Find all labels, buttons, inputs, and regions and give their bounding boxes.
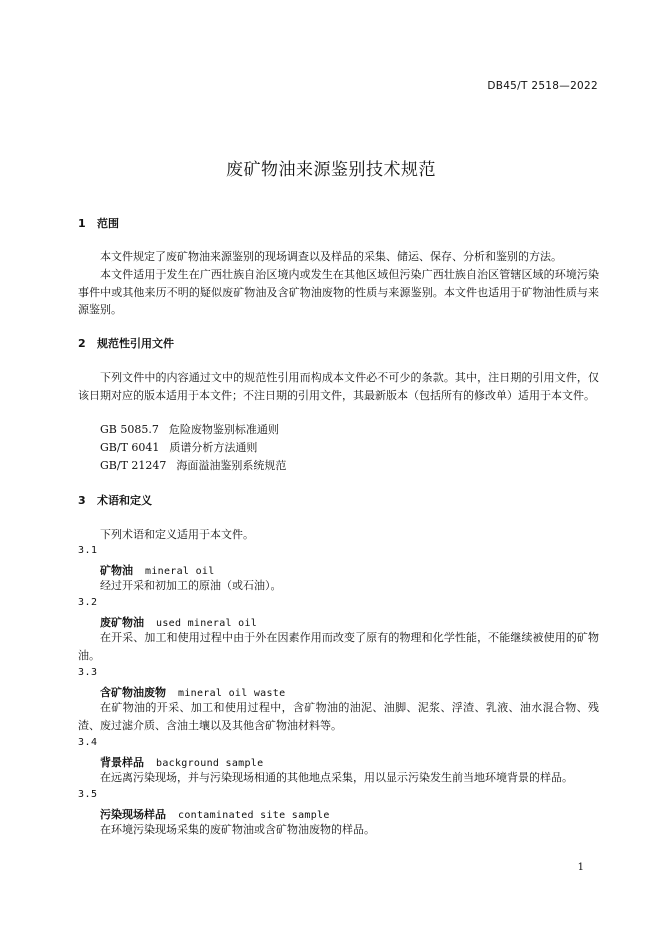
term-name-en: mineral oil (145, 566, 215, 577)
term-name (100, 562, 215, 578)
reference-item (100, 421, 279, 438)
reference-name: 质谱分析方法通则 (169, 441, 258, 454)
term-name-en: contaminated site sample (178, 810, 330, 821)
term-name-zh: 废矿物油 (100, 616, 144, 629)
term-name (100, 754, 263, 770)
section-title: 范围 (97, 217, 119, 230)
term-name-zh: 含矿物油废物 (100, 686, 166, 699)
section-heading-terms-definitions (78, 492, 152, 508)
term-name-en: background sample (156, 758, 264, 769)
section-heading-normative-references (78, 335, 174, 351)
term-definition: 在矿物油的开采、加工和使用过程中，含矿物油的油泥、油脚、泥浆、浮渣、乳液、油水混合物、残渣、废过滤介质、含油土壤以及其他含矿物油材料等。 (78, 701, 599, 732)
term-number: 3.2 (78, 597, 98, 608)
section-title: 规范性引用文件 (97, 337, 174, 350)
term-number: 3.3 (78, 667, 98, 678)
term-name (100, 614, 257, 630)
document-title: 废矿物油来源鉴别技术规范 (226, 160, 436, 180)
reference-name: 海面溢油鉴别系统规范 (176, 459, 287, 472)
term-name (100, 684, 285, 700)
term-name-zh: 背景样品 (100, 756, 144, 769)
section-number: 3 (78, 494, 86, 507)
reference-code: GB/T 6041 (100, 441, 160, 454)
scope-paragraph-1: 本文件规定了废矿物油来源鉴别的现场调查以及样品的采集、储运、保存、分析和鉴别的方法。 (100, 250, 562, 263)
term-name-en: used mineral oil (156, 618, 258, 629)
term-name-en: mineral oil waste (178, 688, 286, 699)
term-number: 3.5 (78, 789, 98, 800)
term-definition: 经过开采和初加工的原油（或石油）。 (100, 579, 282, 592)
reference-code: GB/T 21247 (100, 459, 167, 472)
term-number: 3.1 (78, 545, 98, 556)
terms-intro-paragraph: 下列术语和定义适用于本文件。 (100, 528, 254, 541)
section-number: 2 (78, 337, 86, 350)
reference-item (100, 457, 286, 474)
reference-item (100, 439, 257, 456)
term-name-zh: 矿物油 (100, 564, 133, 577)
standard-code: DB45/T 2518—2022 (487, 80, 598, 92)
term-definition: 在环境污染现场采集的废矿物油或含矿物油废物的样品。 (100, 823, 375, 836)
reference-name: 危险废物鉴别标准通则 (168, 423, 279, 436)
page-number: 1 (577, 862, 584, 873)
section-number: 1 (78, 217, 86, 230)
scope-paragraph-2: 本文件适用于发生在广西壮族自治区境内或发生在其他区域但污染广西壮族自治区管辖区域的环境污染事件中或其他来历不明的疑似废矿物油及含矿物油废物的性质与来源鉴别。本文件也适用于矿物油性质与来源鉴别。 (78, 268, 599, 317)
term-definition: 在开采、加工和使用过程中由于外在因素作用而改变了原有的物理和化学性能，不能继续被使用的矿物油。 (78, 631, 599, 662)
term-name-zh: 污染现场样品 (100, 808, 166, 821)
reference-code: GB 5085.7 (100, 423, 159, 436)
section-title: 术语和定义 (97, 494, 152, 507)
term-number: 3.4 (78, 737, 98, 748)
section-heading-scope (78, 215, 119, 231)
term-definition: 在远离污染现场，并与污染现场相通的其他地点采集，用以显示污染发生前当地环境背景的样品。 (100, 771, 573, 784)
references-intro-paragraph: 下列文件中的内容通过文中的规范性引用而构成本文件必不可少的条款。其中，注日期的引用文件，仅该日期对应的版本适用于本文件；不注日期的引用文件，其最新版本（包括所有的修改单）适用于本文件。 (78, 371, 599, 402)
term-name (100, 806, 330, 822)
